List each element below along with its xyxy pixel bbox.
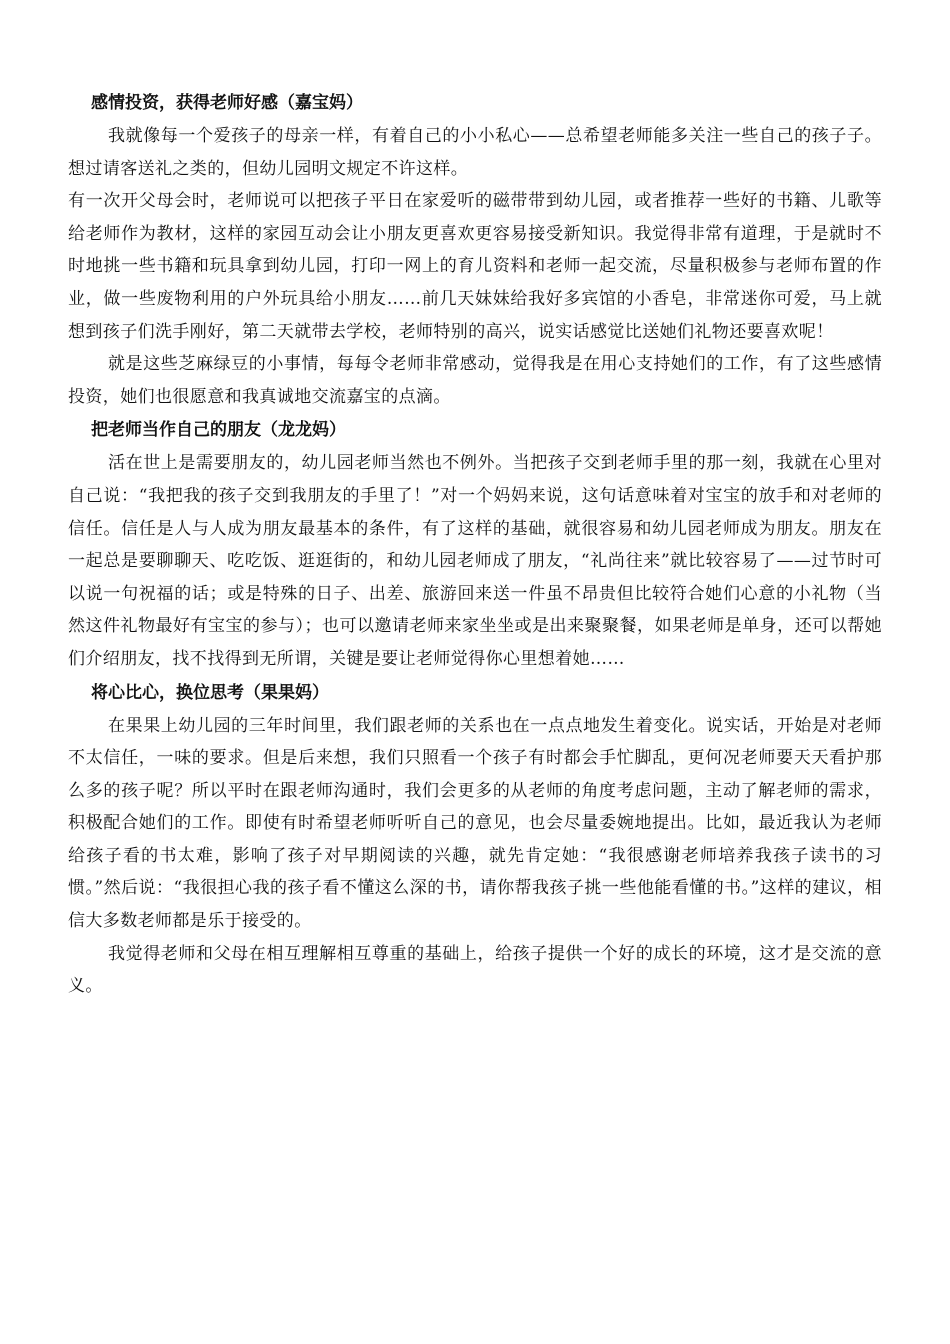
paragraph: 我就像每一个爱孩子的母亲一样，有着自己的小小私心——总希望老师能多关注一些自己的孩子子。想过请客送礼之类的，但幼儿园明文规定不许这样。 bbox=[68, 126, 882, 179]
section-jiabao bbox=[68, 86, 882, 413]
section-heading: 将心比心，换位思考（果果妈） bbox=[91, 682, 329, 703]
paragraph: 我觉得老师和父母在相互理解相互尊重的基础上，给孩子提供一个好的成长的环境，这才是交流的意义。 bbox=[68, 943, 882, 997]
section-longlong bbox=[68, 413, 882, 675]
paragraph: 在果果上幼儿园的三年时间里，我们跟老师的关系也在一点点地发生着变化。说实话，开始是对老师不太信任，一味的要求。但是后来想，我们只照看一个孩子有时都会手忙脚乱，更何况老师要天天看护那么多的孩子呢？所以平时在跟老师沟通时，我们会更多的从老师的角度考虑问题，主动了解老师的需求，积极配合她们的工作。即使有时希望老师听听自己的意见，也会尽量委婉地提出。比如，最近我认为老师给孩子看的书太难，影响了孩子对早期阅读的兴趣，就先肯定她：“我很感谢老师培养我孩子读书的习惯。”然后说：“我很担心我的孩子看不懂这么深的书，请你帮我孩子挑一些他能看懂的书。”这样的建议，相信大多数老师都是乐于接受的。 bbox=[68, 715, 882, 932]
paragraph: 有一次开父母会时，老师说可以把孩子平日在家爱听的磁带带到幼儿园，或者推荐一些好的书籍、儿歌等给老师作为教材，这样的家园互动会让小朋友更喜欢更容易接受新知识。我觉得非常有道理，于是就时不时地挑一些书籍和玩具拿到幼儿园，打印一网上的育儿资料和老师一起交流，尽量积极参与老师布置的作业，做一些废物利用的户外玩具给小朋友……前几天妹妹给我好多宾馆的小香皂，非常迷你可爱，马上就想到孩子们洗手刚好，第二天就带去学校，老师特别的高兴，说实话感觉比送她们礼物还要喜欢呢！ bbox=[68, 191, 882, 342]
paragraph: 活在世上是需要朋友的，幼儿园老师当然也不例外。当把孩子交到老师手里的那一刻，我就在心里对自己说：“我把我的孩子交到我朋友的手里了！”对一个妈妈来说，这句话意味着对宝宝的放手和对老师的信任。信任是人与人成为朋友最基本的条件，有了这样的基础，就很容易和幼儿园老师成为朋友。朋友在一起总是要聊聊天、吃吃饭、逛逛街的，和幼儿园老师成了朋友，“礼尚往来”就比较容易了——过节时可以说一句祝福的话；或是特殊的日子、出差、旅游回来送一件虽不昂贵但比较符合她们心意的小礼物（当然这件礼物最好有宝宝的参与）；也可以邀请老师来家坐坐或是出来聚聚餐，如果老师是单身，还可以帮她们介绍朋友，找不找得到无所谓，关键是要让老师觉得你心里想着她…… bbox=[68, 453, 882, 669]
section-heading: 把老师当作自己的朋友（龙龙妈） bbox=[91, 420, 346, 441]
document-page bbox=[68, 86, 882, 1003]
section-heading: 感情投资，获得老师好感（嘉宝妈） bbox=[91, 93, 363, 113]
section-guoguo bbox=[68, 676, 882, 1003]
paragraph: 就是这些芝麻绿豆的小事情，每每令老师非常感动，觉得我是在用心支持她们的工作，有了这些感情投资，她们也很愿意和我真诚地交流嘉宝的点滴。 bbox=[68, 354, 882, 407]
